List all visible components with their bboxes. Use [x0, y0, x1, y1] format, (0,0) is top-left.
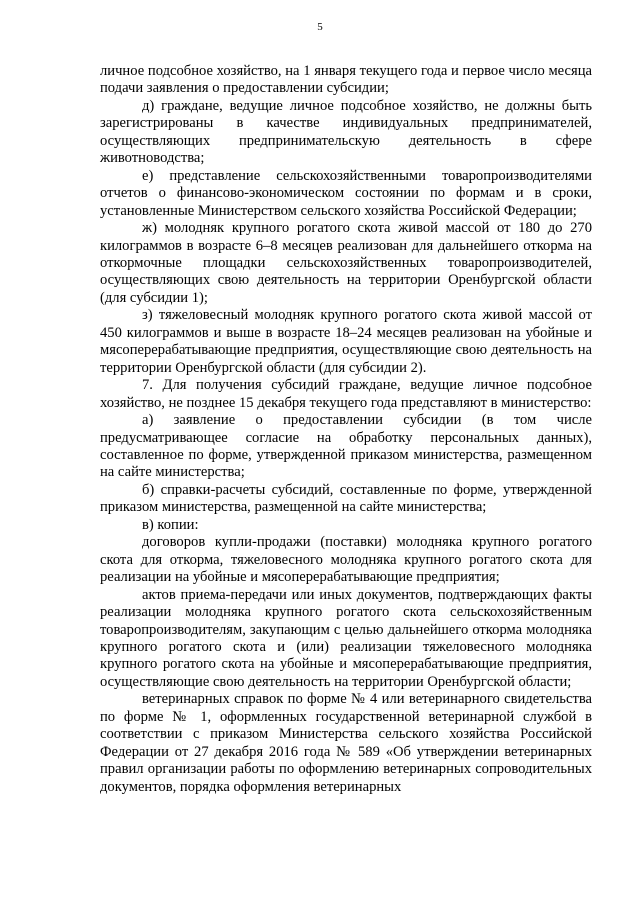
paragraph-6: 7. Для получения субсидий граждане, ведущие личное подсобное хозяйство, не позднее 15 декабря текущего года представляют в министерство: [100, 377, 592, 411]
paragraph-5: з) тяжеловесный молодняк крупного рогатого скота живой массой от 450 килограммов и выше в возрасте 18–24 месяцев реализован на убойные и мясоперерабатывающие предприятия, осуществляющие свою деятельность на территории Оренбургской области (для субсидии 2). [100, 307, 592, 376]
page-number: 5 [317, 21, 323, 33]
paragraph-10: договоров купли-продажи (поставки) молодняка крупного рогатого скота для откорма, тяжеловесного молодняка крупного рогатого скота для реализации на убойные и мясоперерабатывающие предприятия; [100, 534, 592, 586]
paragraph-1: личное подсобное хозяйство, на 1 января текущего года и первое число месяца подачи заявления о предоставлении субсидии; [100, 63, 592, 97]
paragraph-4: ж) молодняк крупного рогатого скота живой массой от 180 до 270 килограммов в возрасте 6–8 месяцев реализован для дальнейшего откорма на откормочные площадки сельскохозяйственных товаропроизводителей, осуществляющих свою деятельность на территории Оренбургской области (для субсидии 1); [100, 220, 592, 306]
paragraph-9: в) копии: [142, 516, 199, 533]
paragraph-2: д) граждане, ведущие личное подсобное хозяйство, не должны быть зарегистрированы в качестве индивидуальных предпринимателей, осуществляющих предпринимательскую деятельность в сфере животноводства; [100, 97, 592, 167]
paragraph-12: ветеринарных справок по форме № 4 или ветеринарного свидетельства по форме № 1, оформленных государственной ветеринарной службой в соответствии с приказом Министерства сельского хозяйства Российской Федерации от 27 декабря 2016 года № 589 «Об утверждении ветеринарных правил организации работы по оформлению ветеринарных сопроводительных документов, порядка оформления ветеринарных [100, 691, 592, 795]
paragraph-3: е) представление сельскохозяйственными товаропроизводителями отчетов о финансово-экономическом состоянии по формам и в сроки, установленные Министерством сельского хозяйства Российской Федерации; [100, 167, 592, 219]
paragraph-7: а) заявление о предоставлении субсидии (в том числе предусматривающее согласие на обработку персональных данных), составленное по форме, утвержденной приказом министерства, размещенном на сайте министерства; [100, 412, 592, 481]
paragraph-8: б) справки-расчеты субсидий, составленные по форме, утвержденной приказом министерства, размещенной на сайте министерства; [100, 481, 592, 516]
paragraph-11: актов приема-передачи или иных документов, подтверждающих факты реализации молодняка крупного рогатого скота сельскохозяйственным товаропроизводителям, закупающим с целью дальнейшего откорма молодняка крупного рогатого скота и (или) реализации тяжеловесного молодняка крупного рогатого скота на убойные и мясоперерабатывающие предприятия, осуществляющие свою деятельность на территории Оренбургской области; [100, 586, 592, 690]
document-body [100, 63, 592, 796]
